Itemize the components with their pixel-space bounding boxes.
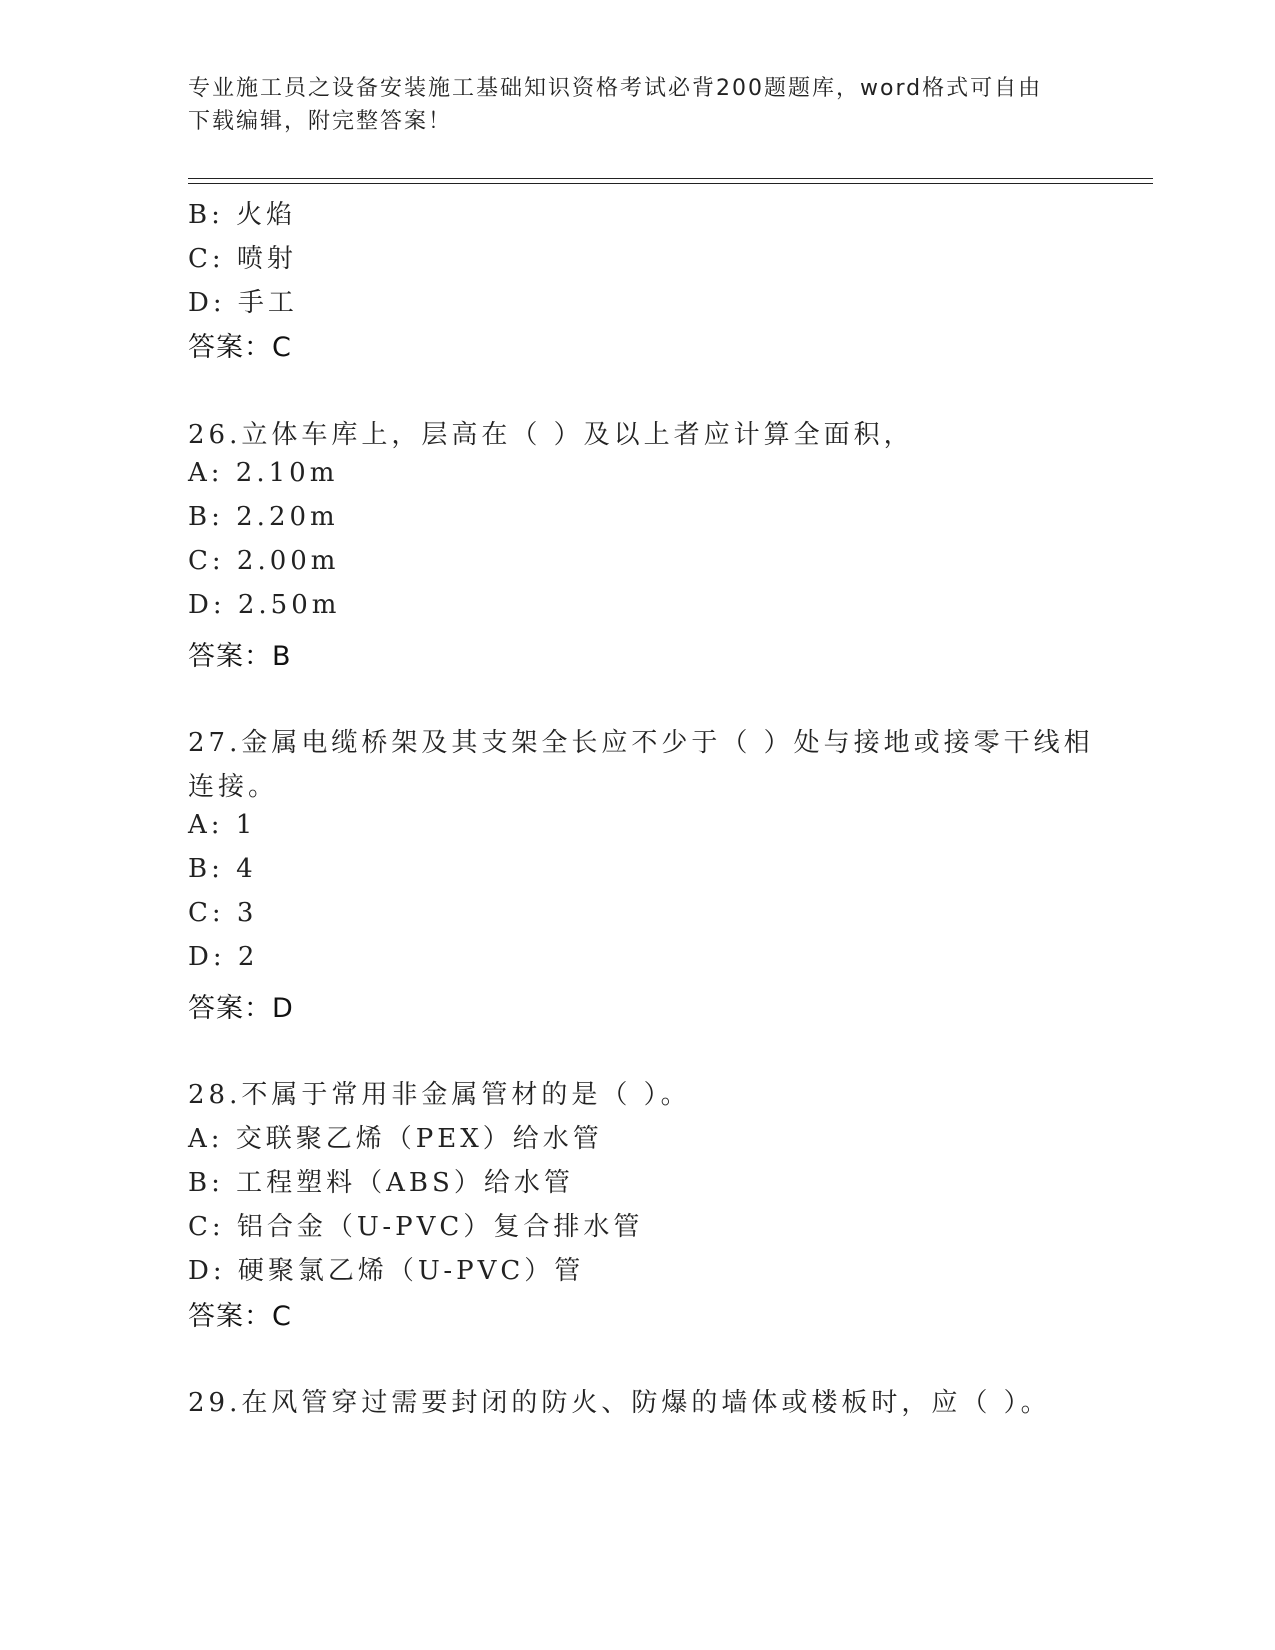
q29-question: 29.在风管穿过需要封闭的防火、防爆的墙体或楼板时，应（ ）。: [188, 1388, 1051, 1418]
q27-question-line-2: 连接。: [188, 772, 279, 802]
q25-option-b: B: 火焰: [188, 200, 297, 230]
q25-option-d: D: 手工: [188, 288, 298, 318]
q26-option-b: B: 2.20m: [188, 502, 339, 532]
document-header: [188, 72, 1088, 138]
q27-option-b: B: 4: [188, 854, 257, 884]
q27-question-line-1: 27.金属电缆桥架及其支架全长应不少于（ ）处与接地或接零干线相: [188, 728, 1094, 758]
q27-option-d: D: 2: [188, 942, 259, 972]
q27-option-a: A: 1: [188, 810, 257, 840]
header-divider-top: [188, 178, 1153, 179]
q28-option-b: B: 工程塑料（ABS）给水管: [188, 1168, 574, 1198]
q25-answer: 答案：C: [188, 332, 292, 363]
header-line-1: 专业施工员之设备安装施工基础知识资格考试必背200题题库，word格式可自由: [188, 76, 1043, 101]
q26-answer: 答案：B: [188, 641, 292, 672]
q26-option-c: C: 2.00m: [188, 546, 340, 576]
q28-answer: 答案：C: [188, 1301, 292, 1332]
q27-option-c: C: 3: [188, 898, 258, 928]
q28-option-a: A: 交联聚乙烯（PEX）给水管: [188, 1124, 603, 1154]
q26-option-a: A: 2.10m: [188, 458, 339, 488]
q27-answer: 答案：D: [188, 993, 294, 1024]
q28-question: 28.不属于常用非金属管材的是（ ）。: [188, 1080, 691, 1110]
q25-option-c: C: 喷射: [188, 244, 297, 274]
q26-option-d: D: 2.50m: [188, 590, 341, 620]
header-line-2: 下载编辑，附完整答案！: [188, 109, 453, 134]
header-divider-bottom: [188, 183, 1153, 184]
q28-option-c: C: 铝合金（U-PVC）复合排水管: [188, 1212, 644, 1242]
q28-option-d: D: 硬聚氯乙烯（U-PVC）管: [188, 1256, 585, 1286]
q26-question: 26.立体车库上，层高在（ ）及以上者应计算全面积，: [188, 420, 914, 450]
